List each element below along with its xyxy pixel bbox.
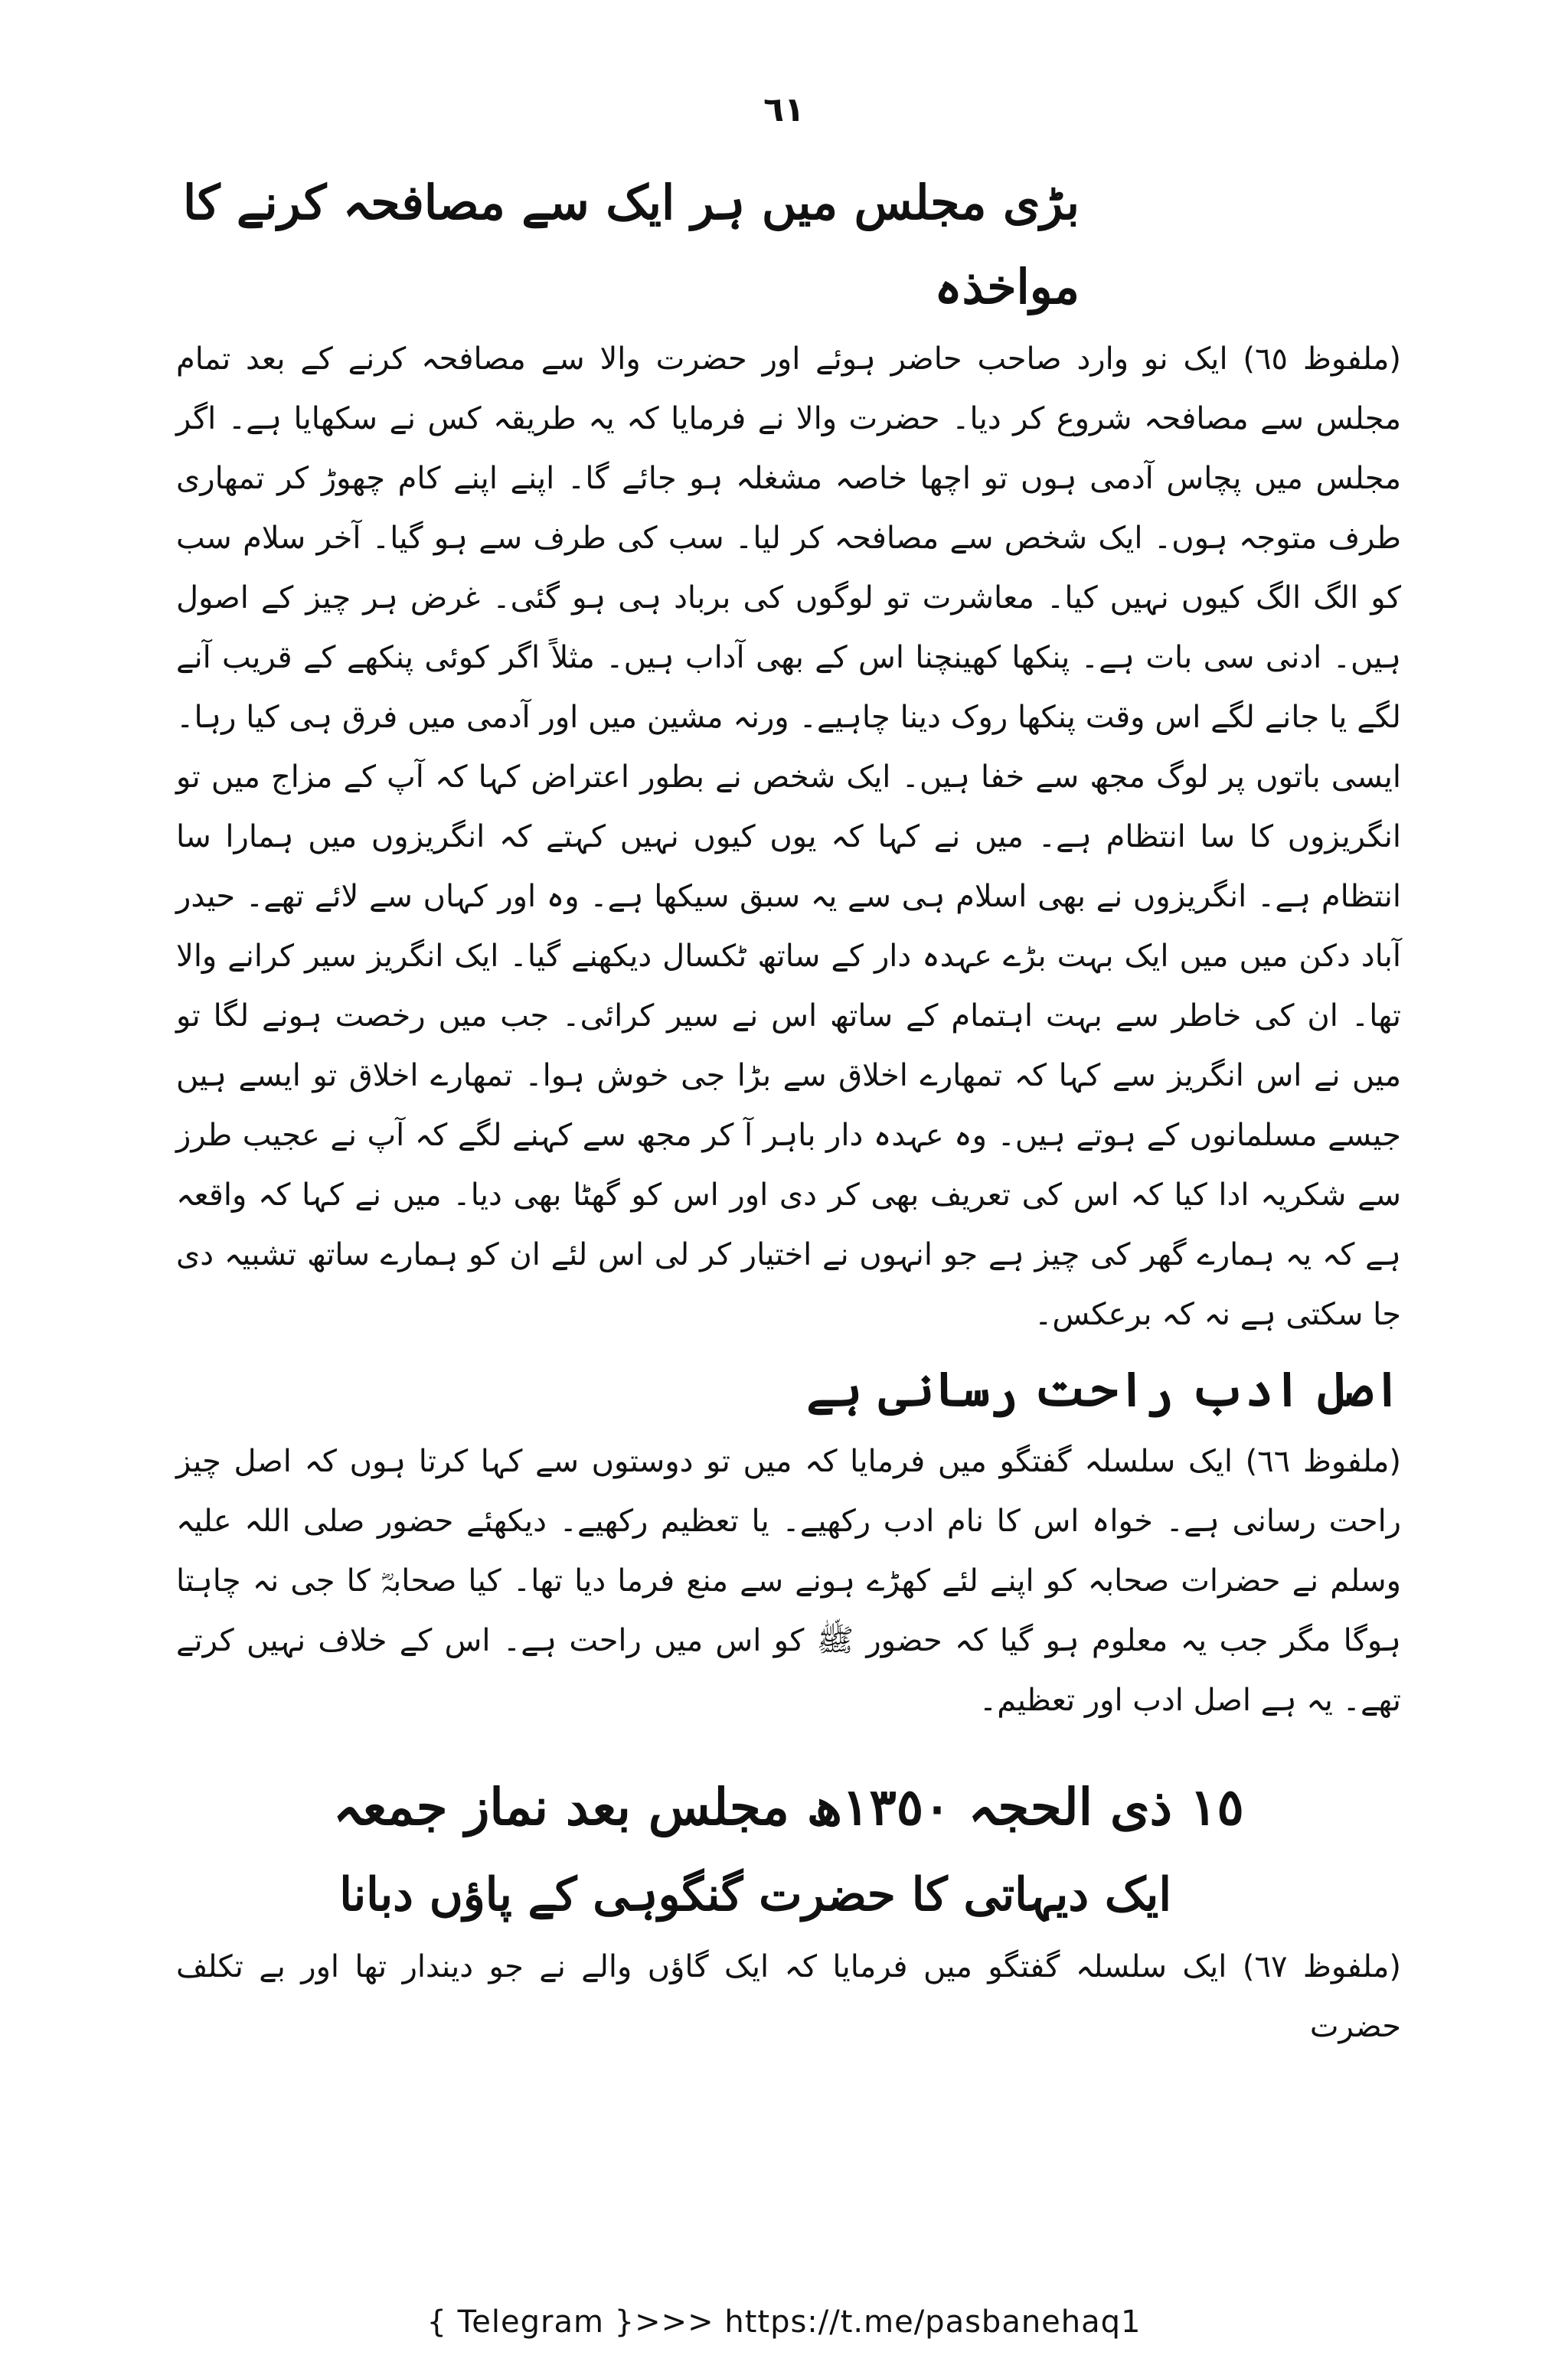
section-heading-villager: ایک دیہاتی کا حضرت گنگوہی کے پاؤں دبانا <box>339 1868 1171 1922</box>
page-number: ٦١ <box>763 90 805 129</box>
telegram-link-footer: { Telegram }>>> https://t.me/pasbanehaq1 <box>426 2304 1142 2340</box>
section-heading-handshake: بڑی مجلس میں ہر ایک سے مصافحہ کرنے کا مواخذہ <box>183 175 1080 315</box>
malfuz-65-paragraph: (ملفوظ ٦٥) ایک نو وارد صاحب حاضر ہوئے اور حضرت والا سے مصافحہ کرنے کے بعد تمام مجلس سے مصافحہ شروع کر دیا۔ حضرت والا نے فرمایا کہ یہ طریقہ کس نے سکھایا ہے۔ اگر مجلس میں پچاس آدمی ہوں تو اچھا خاصہ مشغلہ ہو جائے گا۔ اپنے اپنے کام چھوڑ کر تمھاری طرف متوجہ ہوں۔ ایک شخص سے مصافحہ کر لیا۔ سب کی طرف سے ہو گیا۔ آخر سلام سب کو الگ الگ کیوں نہیں کیا۔ معاشرت تو لوگوں کی برباد ہی ہو گئی۔ غرض ہر چیز کے اصول ہیں۔ ادنی سی بات ہے۔ پنکھا کھینچنا اس کے بھی آداب ہیں۔ مثلاً اگر کوئی پنکھے کے قریب آنے لگے یا جانے لگے اس وقت پنکھا روک دینا چاہیے۔ ورنہ مشین میں اور آدمی میں فرق ہی کیا رہا۔ ایسی باتوں پر لوگ مجھ سے خفا ہیں۔ ایک شخص نے بطور اعتراض کہا کہ آپ کے مزاج میں تو انگریزوں کا سا انتظام ہے۔ میں نے کہا کہ یوں کیوں نہیں کہتے کہ انگریزوں میں ہمارا سا انتظام ہے۔ انگریزوں نے بھی اسلام ہی سے یہ سبق سیکھا ہے۔ وہ اور کہاں سے لائے تھے۔ حیدر آباد دکن میں میں ایک بہت بڑے عہدہ دار کے ساتھ ٹکسال دیکھنے گیا۔ ایک انگریز سیر کرانے والا تھا۔ ان کی خاطر سے بہت اہتمام کے ساتھ اس نے سیر کرائی۔ جب میں رخصت ہونے لگا تو میں نے اس انگریز سے کہا کہ تمھارے اخلاق سے بڑا جی خوش ہوا۔ تمھارے اخلاق تو ایسے ہیں جیسے مسلمانوں کے ہوتے ہیں۔ وہ عہدہ دار باہر آ کر مجھ سے کہنے لگے کہ آپ نے عجیب طرز سے شکریہ ادا کیا کہ اس کی تعریف بھی کر دی اور اس کو گھٹا بھی دیا۔ میں نے کہا کہ واقعہ ہے کہ یہ ہمارے گھر کی چیز ہے جو انہوں نے اختیار کر لی اس لئے ان کو ہمارے ساتھ تشبیہ دی جا سکتی ہے نہ کہ برعکس۔ <box>176 341 1402 1332</box>
malfuz-66-paragraph: (ملفوظ ٦٦) ایک سلسلہ گفتگو میں فرمایا کہ میں تو دوستوں سے کہا کرتا ہوں کہ اصل چیز راحت رسانی ہے۔ خواہ اس کا نام ادب رکھیے۔ یا تعظیم رکھیے۔ دیکھئے حضور صلی اللہ علیہ وسلم نے حضرات صحابہ کو اپنے لئے کھڑے ہونے سے منع فرما دیا تھا۔ کیا صحابہؓ کا جی نہ چاہتا ہوگا مگر جب یہ معلوم ہو گیا کہ حضور ﷺ کو اس میں راحت ہے۔ اس کے خلاف نہیں کرتے تھے۔ یہ ہے اصل ادب اور تعظیم۔ <box>176 1444 1401 1718</box>
page-body <box>176 161 1401 2056</box>
majlis-date-heading: ١٥ ذی الحجہ ١٣٥٠ھ مجلس بعد نماز جمعہ <box>333 1777 1244 1837</box>
section-heading-comfort: اصل ادب راحت رسانی ہے <box>806 1361 1401 1417</box>
malfuz-67-paragraph: (ملفوظ ٦٧) ایک سلسلہ گفتگو میں فرمایا کہ ایک گاؤں والے نے جو دیندار تھا اور بے تکلف حضرت <box>176 1949 1402 2044</box>
